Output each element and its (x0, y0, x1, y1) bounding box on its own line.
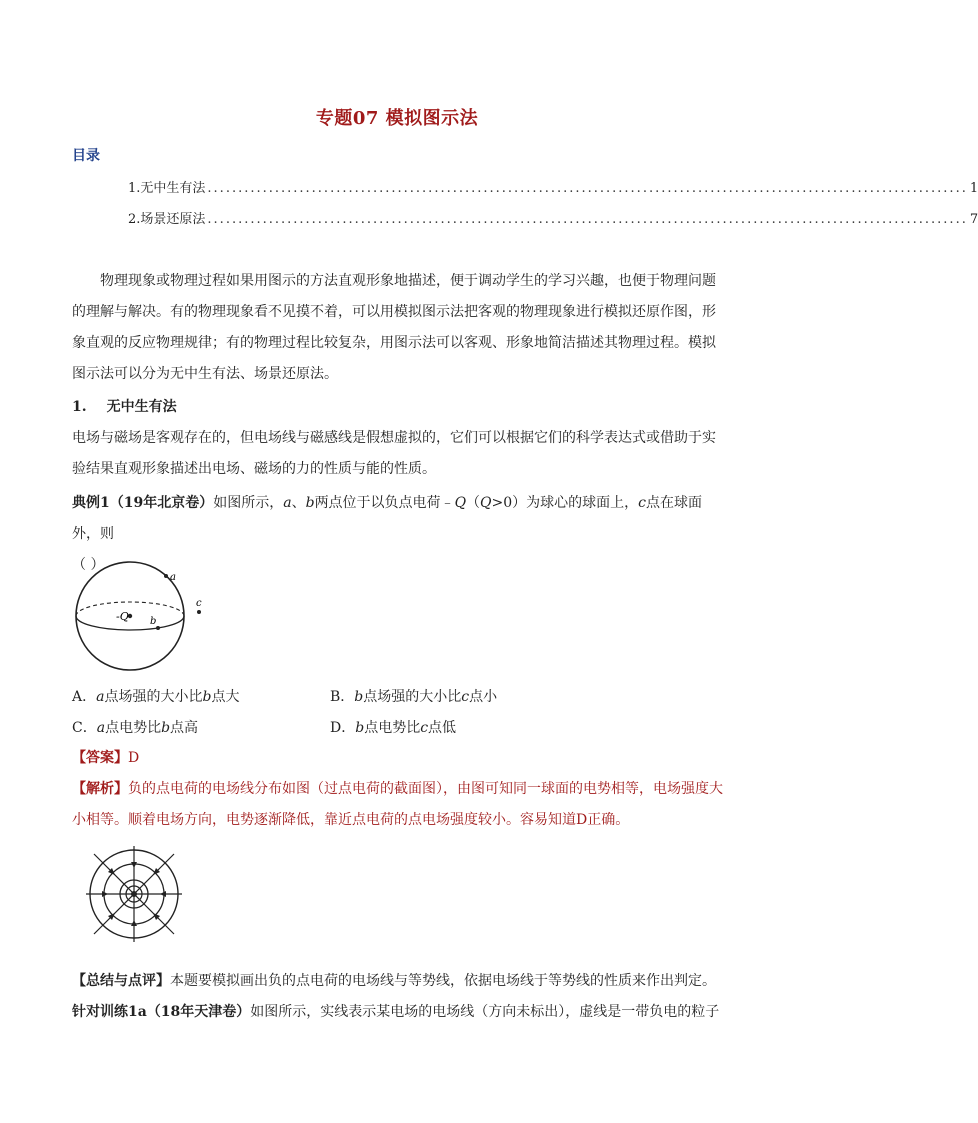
option-var: b (354, 689, 364, 705)
var-c: c (638, 495, 647, 511)
toc-leader-dots: ............................................................................................................................ (207, 212, 968, 227)
toc-item-page: 7 (969, 212, 978, 227)
summary-text: 本题要模拟画出负的点电荷的电场线与等势线，依据电场线于等势线的性质来作出判定。 (170, 973, 716, 989)
analysis-paragraph (72, 774, 724, 836)
option-letter: C． (72, 720, 97, 736)
negative-charge (131, 891, 137, 897)
question-text: 如图所示， (213, 495, 284, 511)
toc-item-number: 2. (128, 212, 141, 227)
toc-item-label: 无中生有法 (140, 181, 206, 196)
option-letter: D． (330, 720, 356, 736)
toc-item-2[interactable] (128, 208, 978, 227)
option-text: 点电势比 (105, 720, 162, 736)
toc-item-number: 1. (128, 181, 141, 196)
arrow-s (131, 920, 137, 926)
point-c (197, 610, 201, 614)
question-text: （ (466, 495, 481, 511)
toc-heading: 目录 (72, 148, 100, 164)
toc-item-1[interactable] (128, 177, 978, 196)
arrow-e (160, 891, 166, 897)
option-d[interactable] (330, 717, 456, 737)
analysis-label: 【解析】 (72, 781, 128, 797)
option-text: 点大 (211, 689, 240, 705)
option-var: c (461, 689, 470, 705)
answer-value: D (128, 750, 140, 766)
section-1-heading (72, 396, 177, 416)
answer-line (72, 743, 724, 774)
option-text: 点低 (428, 720, 457, 736)
option-text: 点电势比 (364, 720, 421, 736)
section-title: 无中生有法 (106, 399, 177, 415)
var-Q: Q (480, 495, 492, 511)
training-paragraph (72, 997, 724, 1028)
label-c: c (196, 598, 202, 609)
option-a[interactable] (72, 686, 239, 706)
page-title: 专题07 模拟图示法 (315, 108, 479, 129)
question-text: 两点位于以负点电荷﹣ (314, 495, 455, 511)
question-text: 点在球面外，则 (72, 495, 703, 542)
var-b: b (305, 495, 315, 511)
option-var: b (161, 720, 171, 736)
summary-paragraph (72, 966, 724, 997)
option-var: a (96, 689, 105, 705)
arrow-n (131, 862, 137, 868)
option-letter: B． (330, 689, 355, 705)
option-text: 点场强的大小比 (104, 689, 203, 705)
charge-label: -Q (116, 610, 129, 623)
option-c[interactable] (72, 717, 198, 737)
option-letter: A． (72, 689, 97, 705)
option-b[interactable] (330, 686, 497, 706)
analysis-text: 负的点电荷的电场线分布如图（过点电荷的截面图），由图可知同一球面的电势相等，电场强度大小相等。顺着电场方向，电势逐渐降低，靠近点电荷的点电场强度较小。容易知道D正确。 (72, 781, 723, 828)
label-b: b (150, 616, 157, 627)
summary-label: 【总结与点评】 (72, 973, 170, 989)
label-a: a (170, 572, 176, 583)
question-text: >0）为球心的球面上， (491, 495, 639, 511)
option-text: 点场强的大小比 (363, 689, 462, 705)
option-var: b (202, 689, 212, 705)
point-a (164, 574, 168, 578)
option-text: 点小 (469, 689, 498, 705)
training-label: 针对训练1a（18年天津卷） (72, 1004, 251, 1020)
option-var: a (96, 720, 106, 736)
var-a: a (283, 495, 292, 511)
training-text: 如图所示，实线表示某电场的电场线（方向未标出），虚线是一带负电的粒子 (250, 1004, 720, 1020)
example-label: 典例1（19年北京卷） (72, 495, 214, 511)
toc-item-page: 1 (969, 181, 978, 196)
field-lines-figure (86, 846, 182, 942)
toc-item-label: 场景还原法 (140, 212, 206, 227)
var-Q: Q (454, 495, 467, 511)
option-var: b (355, 720, 365, 736)
intro-paragraph: 物理现象或物理过程如果用图示的方法直观形象地描述，便于调动学生的学习兴趣，也便于物理问题的理解与解决。有的物理现象看不见摸不着，可以用模拟图示法把客观的物理现象进行模拟还原作图，形象直观的反应物理规律；有的物理过程比较复杂，用图示法可以客观、形象地简洁描述其物理过程。模拟图示法可以分为无中生有法、场景还原法。 (72, 273, 716, 382)
arrow-w (102, 891, 108, 897)
toc-leader-dots: ............................................................................................................................ (207, 181, 968, 196)
answer-label: 【答案】 (72, 750, 128, 766)
point-b (156, 626, 160, 630)
sphere-figure (72, 558, 222, 674)
option-var: c (420, 720, 429, 736)
section-number: 1. (72, 399, 87, 415)
question-text: 、 (291, 495, 306, 511)
section-1-text: 电场与磁场是客观存在的，但电场线与磁感线是假想虚拟的，它们可以根据它们的科学表达式或借助于实验结果直观形象描述出电场、磁场的力的性质与能的性质。 (72, 430, 716, 477)
answer-paren: （ ） (72, 557, 105, 573)
option-text: 点高 (170, 720, 199, 736)
